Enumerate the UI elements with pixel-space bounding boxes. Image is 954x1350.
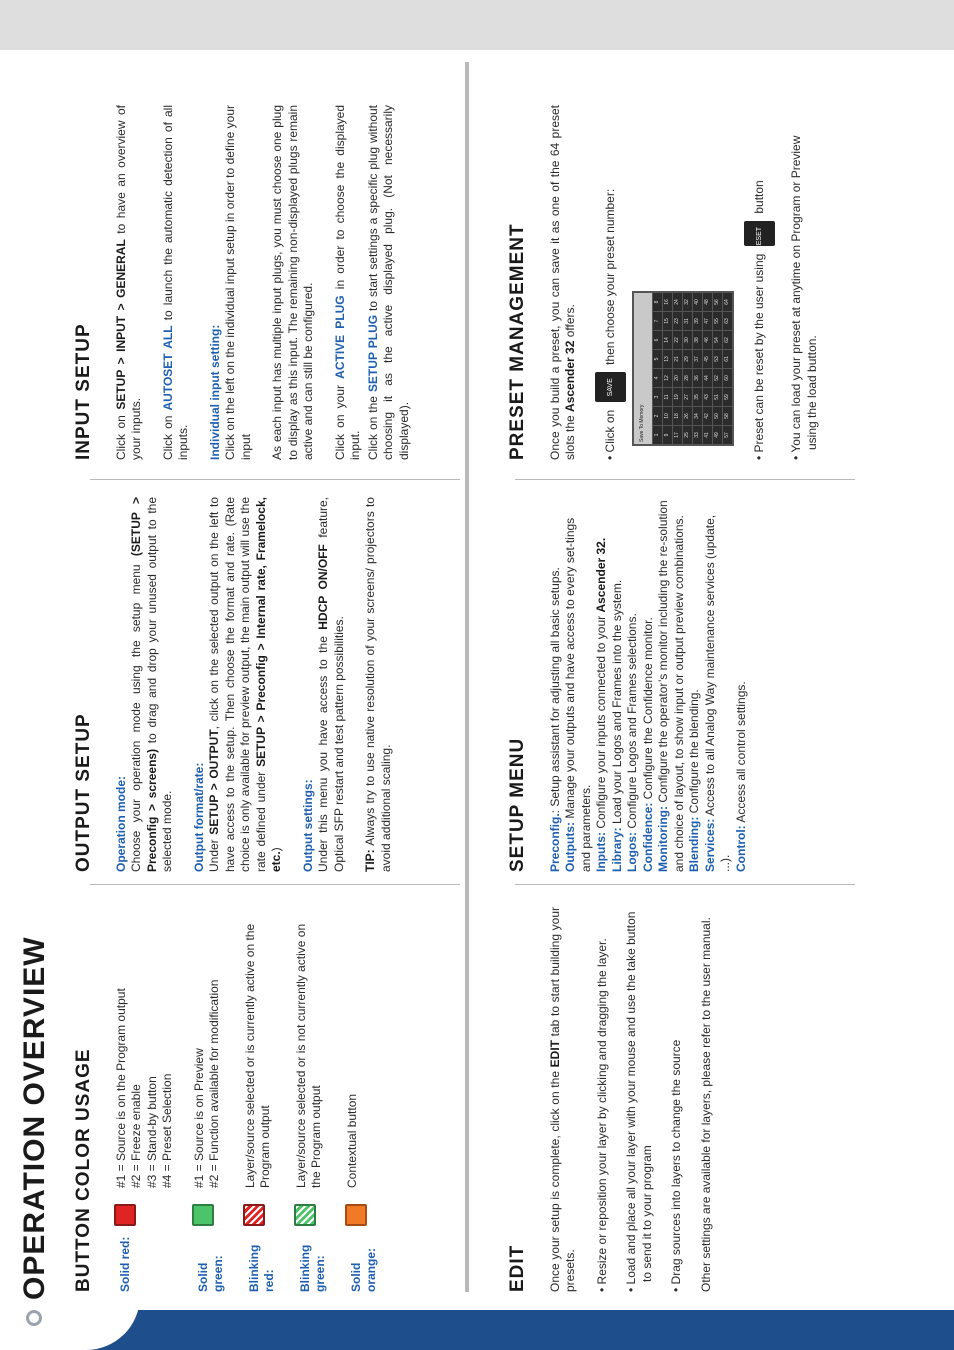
color-row-solid-green xyxy=(192,907,227,1292)
preset-slot-button[interactable]: 21 xyxy=(673,350,682,368)
preset-slot-button[interactable]: 11 xyxy=(663,388,672,406)
preset-slot-button[interactable]: 64 xyxy=(723,293,732,311)
preset-slot-button[interactable]: 60 xyxy=(723,369,732,387)
preset-slot-button[interactable]: 57 xyxy=(723,426,732,444)
solid-orange-swatch xyxy=(345,1204,367,1226)
preset-reset-instruction: • Preset can be reset by the user using RESET button xyxy=(744,105,776,460)
active-plug-text: Click on your ACTIVE PLUG in order to choose the displayed input. xyxy=(332,104,362,460)
color-label: Blinking green: xyxy=(297,1244,327,1292)
individual-input-heading: Individual input setting: xyxy=(207,324,222,460)
preset-slot-button[interactable]: 13 xyxy=(663,350,672,368)
preset-management-section xyxy=(507,105,834,460)
desc-line: #1 = Source is on the Program output xyxy=(113,988,128,1188)
preset-save-instruction: • Click on SAVE then choose your preset number: xyxy=(595,105,627,460)
output-setup-title: OUTPUT SETUP xyxy=(73,713,94,872)
blinking-green-swatch xyxy=(294,1204,316,1226)
input-overview-text: Click on SETUP > INPUT > GENERAL to have an overview of your inputs. xyxy=(113,104,143,460)
preset-slot-button[interactable]: 17 xyxy=(673,426,682,444)
preset-slot-button[interactable]: 63 xyxy=(723,312,732,330)
edit-bullet: • Load and place all your layer with your mouse and use the take button to send it to your program xyxy=(624,911,654,1292)
output-setup-section xyxy=(73,496,410,872)
operation-mode-heading: Operation mode: xyxy=(113,775,128,872)
preset-management-title: PRESET MANAGEMENT xyxy=(507,223,528,460)
preset-slot-button[interactable]: 37 xyxy=(693,350,702,368)
preset-slot-button[interactable]: 8 xyxy=(653,293,662,311)
preset-slot-button[interactable]: 27 xyxy=(683,388,692,406)
input-autoset-text: Click on AUTOSET ALL to launch the automatic detection of all inputs. xyxy=(160,105,190,460)
individual-input-text: Click on the left on the individual input setup in order to define your input xyxy=(223,105,253,460)
column-divider xyxy=(90,479,460,480)
edit-section xyxy=(507,907,730,1292)
color-row-blinking-red xyxy=(243,907,278,1292)
input-setup-section xyxy=(73,104,428,460)
preset-slot-button[interactable]: 1 xyxy=(653,426,662,444)
preset-slot-button[interactable]: 51 xyxy=(713,388,722,406)
preset-slot-button[interactable]: 50 xyxy=(713,407,722,425)
setup-menu-item: Inputs: Configure your inputs connected to your Ascender 32. xyxy=(594,537,608,872)
preset-slot-button[interactable]: 53 xyxy=(713,350,722,368)
setup-menu-item: Outputs: Manage your outputs and have access to every set-tings and parameters. xyxy=(563,517,593,872)
preset-slot-button[interactable]: 22 xyxy=(673,331,682,349)
solid-green-swatch xyxy=(192,1204,214,1226)
preset-slot-button[interactable]: 4 xyxy=(653,369,662,387)
reset-button[interactable]: RESET xyxy=(744,221,776,246)
color-description xyxy=(192,907,227,1188)
title-bullet-icon xyxy=(26,1310,42,1326)
column-divider xyxy=(515,884,855,885)
edit-bullet: • Resize or reposition your layer by clicking and dragging the layer. xyxy=(594,938,609,1292)
preset-grid-header: Save To Memory xyxy=(634,293,652,444)
color-description: Layer/source selected or is currently active on the Program output xyxy=(242,923,272,1188)
preset-slot-button[interactable]: 39 xyxy=(693,312,702,330)
preset-slot-button[interactable]: 49 xyxy=(713,426,722,444)
color-description xyxy=(114,907,176,1188)
preset-slot-button[interactable]: 58 xyxy=(723,407,732,425)
preset-slot-button[interactable]: 2 xyxy=(653,407,662,425)
preset-slot-button[interactable]: 52 xyxy=(713,369,722,387)
edit-outro: Other settings are available for layers, please refer to the user manual. xyxy=(698,917,713,1292)
preset-slot-button[interactable]: 20 xyxy=(673,369,682,387)
desc-line: #2 = Freeze enable xyxy=(129,1084,143,1188)
blinking-red-swatch xyxy=(243,1204,265,1226)
preset-slot-button[interactable]: 12 xyxy=(663,369,672,387)
preset-slot-button[interactable]: 30 xyxy=(683,331,692,349)
desc-line: #3 = Stand-by button xyxy=(144,1076,159,1188)
preset-slot-button[interactable]: 62 xyxy=(723,331,732,349)
setup-menu-item: Logos: Configure Logos and Frames selections. xyxy=(625,613,639,872)
color-label: Solid red: xyxy=(117,1236,132,1292)
preset-slot-button[interactable]: 56 xyxy=(713,293,722,311)
setup-menu-item: Control: Access all control settings. xyxy=(733,681,748,872)
preset-slot-button[interactable]: 48 xyxy=(703,293,712,311)
preset-slot-button[interactable]: 55 xyxy=(713,312,722,330)
setup-menu-item: Monitoring: Configure the operator’s monitor including the re-solution and choice of layout, to show input or output preview combinations. xyxy=(656,500,686,872)
preset-slot-button[interactable]: 42 xyxy=(703,407,712,425)
preset-slot-button[interactable]: 18 xyxy=(673,407,682,425)
preset-slot-button[interactable]: 43 xyxy=(703,388,712,406)
color-row-solid-red xyxy=(114,907,176,1292)
preset-slot-button[interactable]: 33 xyxy=(693,426,702,444)
preset-slot-button[interactable]: 28 xyxy=(683,369,692,387)
output-format-heading: Output format/rate: xyxy=(191,762,206,872)
preset-slot-button[interactable]: 36 xyxy=(693,369,702,387)
button-color-title: BUTTON COLOR USAGE xyxy=(73,1048,94,1292)
page-title: OPERATION OVERVIEW xyxy=(18,936,51,1300)
desc-line: #1 = Source is on Preview xyxy=(191,1048,206,1188)
preset-slot-button[interactable]: 16 xyxy=(663,293,672,311)
preset-slot-button[interactable]: 59 xyxy=(723,388,732,406)
preset-slot-button[interactable]: 7 xyxy=(653,312,662,330)
preset-slot-button[interactable]: 34 xyxy=(693,407,702,425)
preset-slot-button[interactable]: 46 xyxy=(703,331,712,349)
setup-menu-item: Services: Access to all Analog Way maintenance services (update, ...). xyxy=(702,514,732,872)
column-divider xyxy=(515,479,855,480)
color-row-blinking-green xyxy=(294,907,329,1292)
preset-slot-button[interactable]: 44 xyxy=(703,369,712,387)
preset-slot-button[interactable]: 31 xyxy=(683,312,692,330)
preset-slot-button[interactable]: 3 xyxy=(653,388,662,406)
setup-menu-item: Blending: Configure the blending. xyxy=(687,689,701,872)
output-tip-text: TIP: Always try to use native resolution of your screens/ projectors to avoid additional scaling. xyxy=(363,497,393,872)
preset-slot-button[interactable]: 47 xyxy=(703,312,712,330)
setup-plug-text: Click on the SETUP PLUG to start settings a specific plug without choosing it as the active displayed plug. (Not necessarily displayed). xyxy=(365,104,411,460)
preset-slot-button[interactable]: 9 xyxy=(663,426,672,444)
setup-menu-item: Confidence: Configure the Confidence monitor. xyxy=(640,617,655,872)
setup-menu-item: Library: Load your Logos and Frames into the system. xyxy=(609,579,624,872)
setup-menu-item: Preconfig.: Setup assistant for adjusting all basic setups. xyxy=(547,567,562,872)
desc-line: #2 = Function available for modification xyxy=(207,979,221,1188)
color-description: Layer/source selected or is not currently active on the Program output xyxy=(293,923,323,1188)
preset-slot-button[interactable]: 6 xyxy=(653,331,662,349)
operation-mode-text: Choose your operation mode using the setup menu (SETUP > Preconfig > screens) to drag and drop your unused output to the selected mode. xyxy=(129,497,174,872)
preset-slot-button[interactable]: 45 xyxy=(703,350,712,368)
color-row-solid-orange xyxy=(345,907,380,1292)
solid-red-swatch xyxy=(114,1204,136,1226)
preset-intro: Once you build a preset, you can save it as one of the 64 preset slots the Ascender 32 offers. xyxy=(547,105,577,460)
save-button[interactable]: SAVE xyxy=(595,372,627,402)
setup-menu-title: SETUP MENU xyxy=(507,737,528,872)
desc-line: #4 = Preset Selection xyxy=(160,1073,174,1188)
preset-slot-button[interactable]: 40 xyxy=(693,293,702,311)
preset-slot-button[interactable]: 29 xyxy=(683,350,692,368)
preset-slot-button[interactable]: 61 xyxy=(723,350,732,368)
preset-slot-button[interactable]: 23 xyxy=(673,312,682,330)
preset-slot-button[interactable]: 54 xyxy=(713,331,722,349)
preset-slot-button[interactable]: 26 xyxy=(683,407,692,425)
preset-slot-button[interactable]: 19 xyxy=(673,388,682,406)
preset-slot-button[interactable]: 38 xyxy=(693,331,702,349)
preset-number-grid xyxy=(632,291,734,446)
column-divider xyxy=(90,884,460,885)
input-plugs-text: As each input has multiple input plugs, you must choose one plug to display as this input. The remaining non-displayed plugs remain active and can still be configured. xyxy=(270,105,315,460)
edit-intro: Once your setup is complete, click on the EDIT tab to start building your presets. xyxy=(547,907,577,1292)
preset-slot-button[interactable]: 5 xyxy=(653,350,662,368)
preset-slot-button[interactable]: 10 xyxy=(663,407,672,425)
preset-slot-button[interactable]: 24 xyxy=(673,293,682,311)
output-settings-heading: Output settings: xyxy=(300,779,315,872)
preset-slot-button[interactable]: 32 xyxy=(683,293,692,311)
preset-slot-button[interactable]: 41 xyxy=(703,426,712,444)
color-label: Blinking red: xyxy=(246,1244,276,1292)
preset-slot-button[interactable]: 35 xyxy=(693,388,702,406)
color-label: Solid orange: xyxy=(348,1247,378,1292)
section-divider xyxy=(465,62,469,1292)
preset-slot-button[interactable]: 14 xyxy=(663,331,672,349)
preset-slot-button[interactable]: 25 xyxy=(683,426,692,444)
input-setup-title: INPUT SETUP xyxy=(73,323,94,460)
color-description: Contextual button xyxy=(344,1093,359,1188)
color-label: Solid green: xyxy=(195,1255,225,1292)
button-color-section xyxy=(73,907,396,1292)
edit-title: EDIT xyxy=(507,1244,528,1292)
edit-bullet: • Drag sources into layers to change the source xyxy=(669,1039,683,1292)
output-format-text: Under SETUP > OUTPUT, click on the selected output on the left to have access to the setup. Then choose the format and rate. (Rate choice is only available for preview output, the main output will use the rate defined under SETUP > Preconfig > Internal rate, Framelock, etc.) xyxy=(207,497,283,872)
output-settings-text: Under this menu you have access to the HDCP ON/OFF feature, Optical SFP restart and test pattern possibilities. xyxy=(316,496,346,872)
preset-load-instruction: • You can load your preset at anytime on Program or Preview using the load button. xyxy=(789,135,819,460)
preset-slot-button[interactable]: 15 xyxy=(663,312,672,330)
setup-menu-section xyxy=(507,497,749,872)
